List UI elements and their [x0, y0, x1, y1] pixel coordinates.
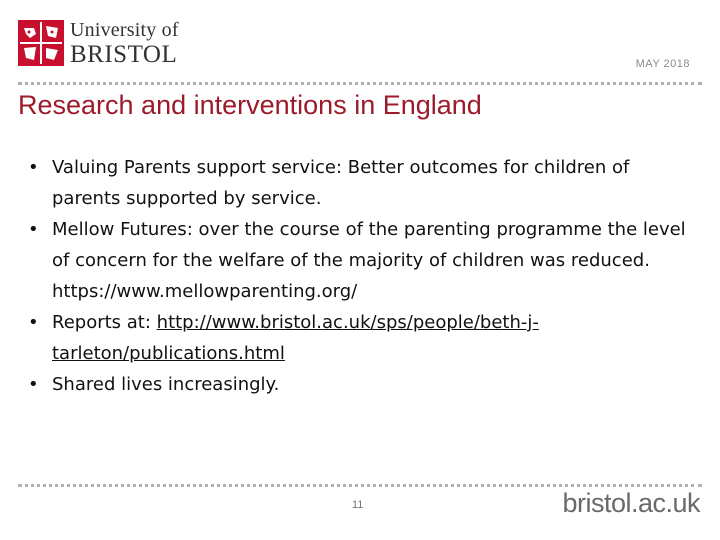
list-item [28, 369, 688, 400]
bullet-icon: • [28, 219, 39, 240]
bullet-text-shared-lives: Shared lives increasingly. [52, 374, 280, 395]
bullet-text-reports-prefix: Reports at: [52, 312, 157, 333]
bullet-text-valuing-parents: Valuing Parents support service: Better outcomes for children of parents supported by service. [52, 157, 630, 209]
university-crest-icon [18, 20, 64, 66]
reports-link[interactable]: http://www.bristol.ac.uk/sps/people/beth-j-tarleton/publications.html [52, 312, 539, 364]
logo-line-bristol: BRISTOL [70, 41, 178, 68]
bullet-list [28, 152, 688, 400]
logo-line-university: University of [70, 19, 179, 41]
slide-date: MAY 2018 [635, 58, 690, 70]
bullet-icon: • [28, 157, 39, 178]
bullet-icon: • [28, 374, 39, 395]
footer-divider [18, 484, 702, 487]
slide-title: Research and interventions in England [18, 90, 482, 120]
list-item [28, 152, 688, 214]
page-number: 11 [352, 499, 364, 511]
list-item [28, 307, 688, 369]
university-logo[interactable] [18, 18, 178, 70]
list-item [28, 214, 688, 307]
bullet-icon: • [28, 312, 39, 333]
footer-brand-url[interactable]: bristol.ac.uk [562, 488, 700, 518]
header-divider [18, 82, 702, 85]
bullet-text-mellow-futures: Mellow Futures: over the course of the parenting programme the level of concern for the welfare of the majority of children was reduced. https://www.mellowparenting.org/ [52, 219, 686, 302]
